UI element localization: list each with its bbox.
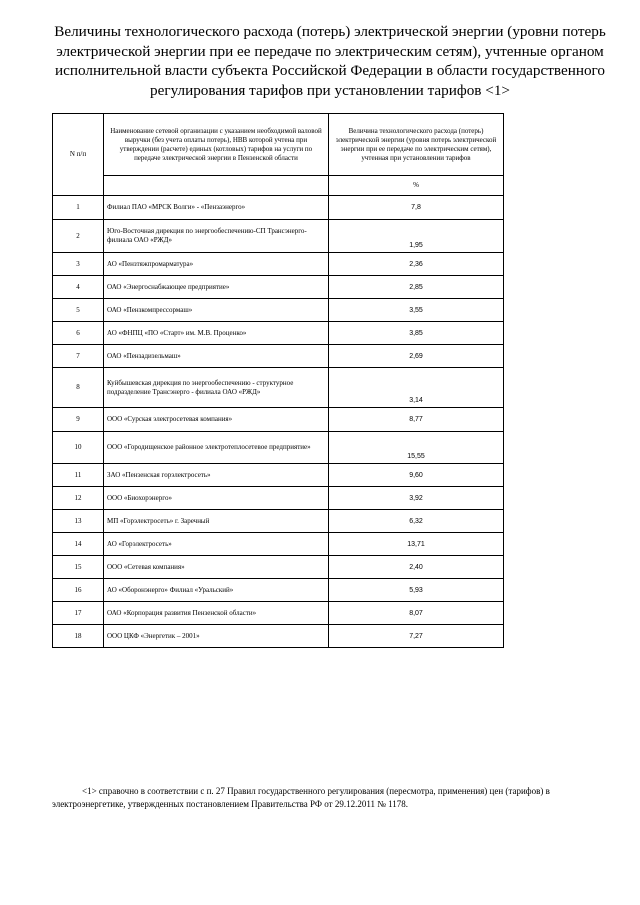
organization-name: Куйбышевская дирекция по энергообеспечению - структурное подразделение Трансэнерго - филиала ОАО «РЖД»: [104, 368, 329, 408]
table-row: [53, 196, 504, 220]
row-number: 6: [53, 322, 104, 345]
row-number: 14: [53, 533, 104, 556]
organization-name: Филиал ПАО «МРСК Волги» - «Пензаэнерго»: [104, 196, 329, 220]
document-title: Величины технологического расхода (потерь) электрической энергии (уровни потерь электрической энергии при ее передаче по электрическим сетям), учтенные органом исполнительной власти субъекта Российской Федерации в области государственного регулирования тарифов при установлении тарифов <1>: [54, 23, 606, 99]
loss-value: 8,77: [329, 408, 504, 432]
organization-name: ЗАО «Пензенская горэлектросеть»: [104, 464, 329, 487]
table-row: [53, 533, 504, 556]
row-number: 18: [53, 625, 104, 648]
row-number: 16: [53, 579, 104, 602]
loss-value: 15,55: [329, 432, 504, 464]
loss-value: 2,85: [329, 276, 504, 299]
header-name: Наименование сетевой организации с указанием необходимой валовой выручки (без учета оплаты потерь), НВВ которой учтена при утверждении (расчете) единых (котловых) тарифов на услуги по передаче электрической энергии в Пензенской области: [104, 114, 329, 176]
loss-value: 3,14: [329, 368, 504, 408]
organization-name: ООО «Биохорэнерго»: [104, 487, 329, 510]
loss-value: 2,36: [329, 253, 504, 276]
table-row: [53, 368, 504, 408]
organization-name: ООО «Сурская электросетевая компания»: [104, 408, 329, 432]
table-row: [53, 253, 504, 276]
footnote: <1> справочно в соответствии с п. 27 Правил государственного регулирования (пересмотра, применения) цен (тарифов) в электроэнергетике, утвержденных постановлением Правительства РФ от 29.12.2011 № 1178.: [52, 786, 550, 809]
loss-value: 3,92: [329, 487, 504, 510]
table-row: [53, 464, 504, 487]
row-number: 17: [53, 602, 104, 625]
table-row: [53, 408, 504, 432]
loss-value: 7,27: [329, 625, 504, 648]
table-row: [53, 625, 504, 648]
loss-value: 3,85: [329, 322, 504, 345]
row-number: 2: [53, 220, 104, 253]
header-name-blank: [104, 176, 329, 196]
table-row: [53, 345, 504, 368]
table-row: [53, 602, 504, 625]
organization-name: ООО «Городищенское районное электротеплосетевое предприятие»: [104, 432, 329, 464]
row-number: 3: [53, 253, 104, 276]
row-number: 12: [53, 487, 104, 510]
organization-name: ОАО «Пензадизельмаш»: [104, 345, 329, 368]
row-number: 7: [53, 345, 104, 368]
organization-name: ОАО «Корпорация развития Пензенской области»: [104, 602, 329, 625]
row-number: 13: [53, 510, 104, 533]
table-row: [53, 220, 504, 253]
loss-value: 9,60: [329, 464, 504, 487]
table-row: [53, 487, 504, 510]
loss-value: 8,07: [329, 602, 504, 625]
row-number: 4: [53, 276, 104, 299]
organization-name: Юго-Восточная дирекция по энергообеспечению-СП Трансэнерго-филиала ОАО «РЖД»: [104, 220, 329, 253]
row-number: 8: [53, 368, 104, 408]
row-number: 9: [53, 408, 104, 432]
losses-table: [52, 113, 504, 648]
row-number: 15: [53, 556, 104, 579]
loss-value: 1,95: [329, 220, 504, 253]
loss-value: 13,71: [329, 533, 504, 556]
loss-value: 3,55: [329, 299, 504, 322]
row-number: 1: [53, 196, 104, 220]
row-number: 10: [53, 432, 104, 464]
loss-value: 2,69: [329, 345, 504, 368]
header-num: N п/п: [53, 114, 104, 196]
table-row: [53, 432, 504, 464]
loss-value: 5,93: [329, 579, 504, 602]
organization-name: АО «Оборонэнерго» Филиал «Уральский»: [104, 579, 329, 602]
header-value: Величина технологического расхода (потерь) электрической энергии (уровня потерь электрической энергии при ее передаче по электрическим сетям), учтенная при установлении тарифов: [329, 114, 504, 176]
organization-name: АО «ФНПЦ «ПО «Старт» им. М.В. Проценко»: [104, 322, 329, 345]
organization-name: АО «Горэлектросеть»: [104, 533, 329, 556]
row-number: 11: [53, 464, 104, 487]
organization-name: ОАО «Энергоснабжающее предприятие»: [104, 276, 329, 299]
table-row: [53, 276, 504, 299]
organization-name: МП «Горэлектросеть» г. Заречный: [104, 510, 329, 533]
loss-value: 2,40: [329, 556, 504, 579]
organization-name: АО «Пензтяжпромарматура»: [104, 253, 329, 276]
table-row: [53, 322, 504, 345]
header-unit: %: [329, 176, 504, 196]
organization-name: ООО ЦКФ «Энергетик – 2001»: [104, 625, 329, 648]
table-row: [53, 299, 504, 322]
table-row: [53, 579, 504, 602]
table-unit-row: [53, 176, 504, 196]
loss-value: 7,8: [329, 196, 504, 220]
table-header-row: [53, 114, 504, 176]
organization-name: ОАО «Пензкомпрессормаш»: [104, 299, 329, 322]
table-row: [53, 510, 504, 533]
organization-name: ООО «Сетевая компания»: [104, 556, 329, 579]
loss-value: 6,32: [329, 510, 504, 533]
table-row: [53, 556, 504, 579]
row-number: 5: [53, 299, 104, 322]
